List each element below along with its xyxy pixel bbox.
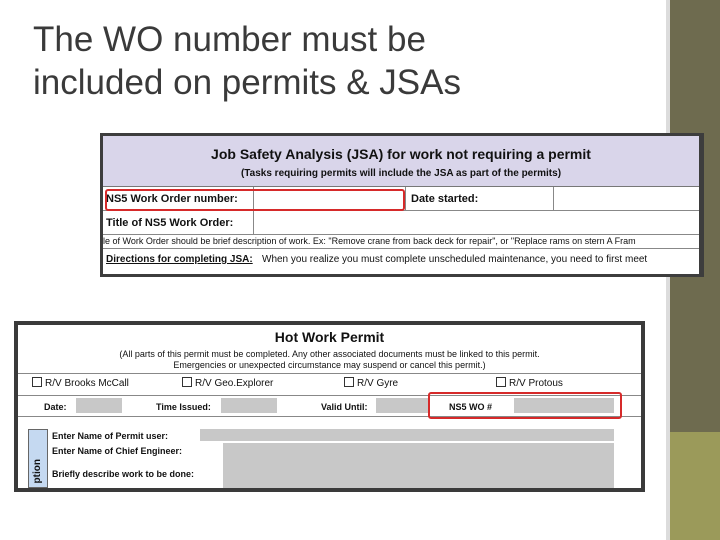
jsa-row-wo-title bbox=[103, 211, 699, 235]
wo-number-highlight bbox=[105, 189, 405, 211]
slide-title-line-2: included on permits & JSAs bbox=[33, 63, 461, 102]
ns5-wo-label: NS5 WO # bbox=[449, 402, 493, 412]
jsa-row-directions bbox=[103, 249, 699, 271]
cell-divider bbox=[253, 211, 254, 234]
jsa-header bbox=[103, 136, 699, 187]
checkbox-icon[interactable] bbox=[496, 377, 506, 387]
vessel-label: R/V Geo.Explorer bbox=[195, 378, 274, 389]
description-side-tab bbox=[28, 429, 48, 488]
wo-title-instructions: le of Work Order should be brief description of work. Ex: "Remove crane from back deck for repair", or "Replace rams on stern A Fram bbox=[103, 236, 636, 246]
jsa-title: Job Safety Analysis (JSA) for work not requiring a permit bbox=[211, 146, 591, 162]
vessel-option-4[interactable] bbox=[496, 377, 563, 389]
description-side-label: ption bbox=[32, 458, 43, 483]
date-field[interactable] bbox=[76, 398, 122, 413]
jsa-form-image bbox=[100, 133, 704, 277]
permit-title: Hot Work Permit bbox=[274, 329, 385, 345]
checkbox-icon[interactable] bbox=[344, 377, 354, 387]
vessel-label: R/V Brooks McCall bbox=[45, 378, 129, 389]
hot-work-permit-form bbox=[18, 325, 641, 488]
wo-number-label: NS5 Work Order number: bbox=[106, 193, 238, 205]
ns5-wo-highlight bbox=[428, 392, 622, 419]
wo-title-label: Title of NS5 Work Order: bbox=[106, 217, 234, 229]
row-divider bbox=[18, 373, 641, 374]
vessel-option-2[interactable] bbox=[182, 377, 273, 389]
checkbox-icon[interactable] bbox=[182, 377, 192, 387]
time-issued-field[interactable] bbox=[221, 398, 277, 413]
time-issued-label: Time Issued: bbox=[156, 402, 211, 412]
date-started-label: Date started: bbox=[411, 193, 479, 205]
vessel-option-3[interactable] bbox=[344, 377, 398, 389]
permit-user-field[interactable] bbox=[200, 429, 614, 441]
vessel-option-1[interactable] bbox=[32, 377, 129, 389]
chief-engineer-label: Enter Name of Chief Engineer: bbox=[52, 446, 183, 456]
valid-until-field[interactable] bbox=[376, 398, 428, 413]
slide-title-line-1: The WO number must be bbox=[33, 20, 426, 59]
describe-work-label: Briefly describe work to be done: bbox=[52, 469, 195, 479]
permit-note-line-2: Emergencies or unexpected circumstance may suspend or cancel this permit.) bbox=[173, 360, 486, 370]
directions-label: Directions for completing JSA: bbox=[106, 254, 253, 265]
permit-user-label: Enter Name of Permit user: bbox=[52, 431, 169, 441]
permit-note-line-1: (All parts of this permit must be completed. Any other associated documents must be linked to this permit. bbox=[119, 349, 540, 359]
valid-until-label: Valid Until: bbox=[321, 402, 368, 412]
vessel-label: R/V Gyre bbox=[357, 378, 399, 389]
sidebar-light-block bbox=[670, 432, 720, 540]
cell-divider bbox=[553, 187, 554, 210]
slide-title bbox=[33, 18, 653, 104]
hot-work-permit-image bbox=[14, 321, 645, 492]
jsa-form bbox=[103, 136, 699, 274]
jsa-subtitle: (Tasks requiring permits will include the JSA as part of the permits) bbox=[240, 168, 562, 179]
chief-engineer-field[interactable] bbox=[223, 443, 614, 488]
cell-divider bbox=[405, 187, 406, 210]
jsa-row-instructions bbox=[103, 235, 699, 249]
checkbox-icon[interactable] bbox=[32, 377, 42, 387]
vessel-label: R/V Protous bbox=[509, 378, 563, 389]
date-label: Date: bbox=[44, 402, 67, 412]
directions-text: When you realize you must complete unscheduled maintenance, you need to first meet bbox=[262, 254, 648, 265]
